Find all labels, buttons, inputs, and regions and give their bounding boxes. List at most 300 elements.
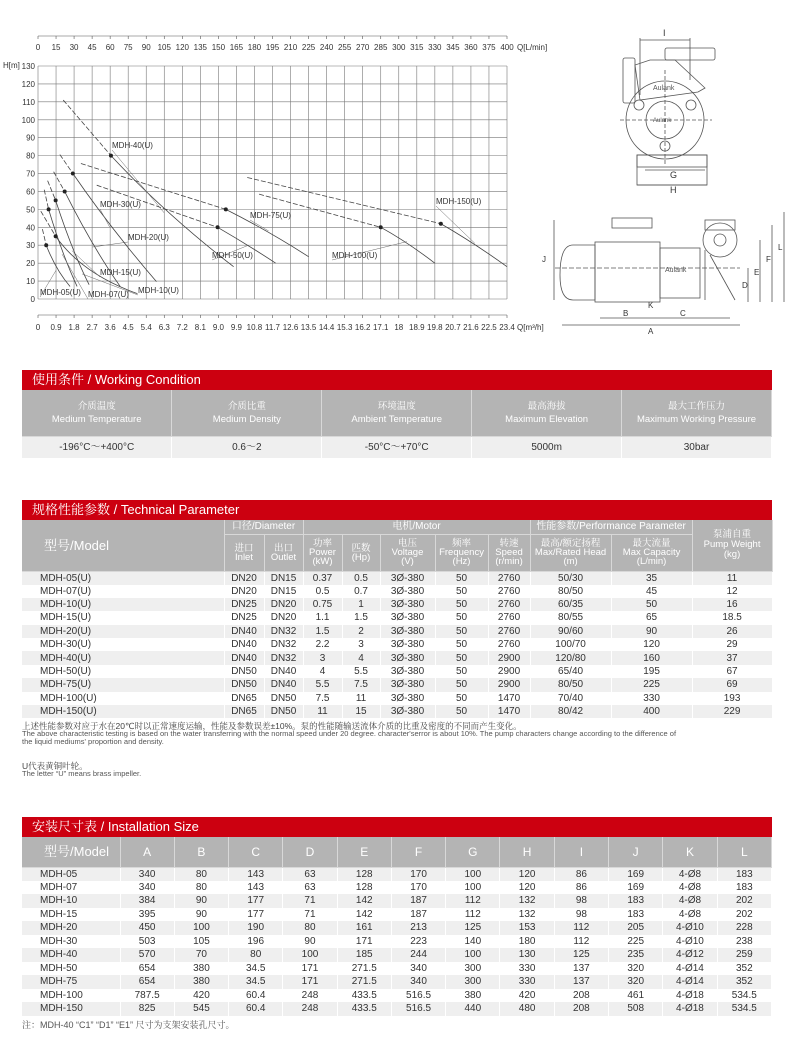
x-axis-tick-label: 23.4 [499, 323, 515, 332]
cell: 125 [554, 948, 608, 962]
cell: 112 [554, 935, 608, 949]
x-axis-tick-label: 1.8 [68, 323, 80, 332]
pump-weight-header: 泵浦自重 Pump Weight (kg) [692, 520, 772, 571]
x-axis-tick-label: 9.0 [212, 323, 224, 332]
rated-point [44, 243, 48, 247]
cell: 508 [609, 1002, 663, 1016]
cell: 4-Ø14 [663, 962, 717, 976]
cell: 5.5 [342, 665, 380, 678]
series-label: MDH-75(U) [250, 211, 291, 220]
dim-label-c: C [680, 309, 686, 318]
cell: 65 [611, 611, 692, 624]
x-axis-tick-label: 5.4 [140, 323, 152, 332]
cell: 143 [229, 881, 283, 895]
cell: 4 [342, 651, 380, 664]
cell: 80/50 [530, 585, 611, 598]
cell: 80/42 [530, 705, 611, 718]
top-axis-tick-label: 180 [247, 43, 262, 52]
cell: 1470 [488, 692, 530, 705]
cell: 1.5 [303, 625, 342, 638]
cell: 65/40 [530, 665, 611, 678]
cell: 0.5 [303, 585, 342, 598]
top-axis-tick-label: 315 [410, 43, 424, 52]
cell: DN20 [264, 611, 303, 624]
working-condition-table [22, 390, 772, 458]
cell: 320 [609, 962, 663, 976]
cell: 153 [500, 921, 554, 935]
cell: 29 [692, 638, 772, 651]
series-label: MDH-10(U) [138, 286, 179, 295]
table-row [22, 638, 772, 651]
cell: 2760 [488, 638, 530, 651]
working-condition-section [22, 370, 772, 458]
cell: 183 [717, 867, 771, 881]
y-axis-tick-label: 120 [21, 79, 35, 89]
cell: 112 [554, 921, 608, 935]
column-header: 型号/Model [22, 837, 120, 867]
label-leader-line [72, 251, 100, 277]
rated-point [439, 222, 443, 226]
cell: 213 [391, 921, 445, 935]
cell: 225 [609, 935, 663, 949]
cell: 63 [283, 881, 337, 895]
table-row [22, 692, 772, 705]
rated-point [379, 225, 383, 229]
cell: 271.5 [337, 962, 391, 976]
cell: 208 [554, 1002, 608, 1016]
cell: 187 [391, 894, 445, 908]
cell: DN32 [264, 625, 303, 638]
cell: 90/60 [530, 625, 611, 638]
performance-curve-dashed [44, 190, 48, 210]
column-header: F [391, 837, 445, 867]
label-leader-line [100, 209, 110, 227]
cell: 160 [611, 651, 692, 664]
table-row [22, 894, 772, 908]
table-row [22, 665, 772, 678]
cell: 400 [611, 705, 692, 718]
cell: 11 [692, 571, 772, 585]
cell: 132 [500, 894, 554, 908]
model-header: 型号/Model [22, 520, 224, 571]
performance-curve-dashed [42, 229, 46, 245]
cell: 50 [435, 598, 488, 611]
diameter-group-header: 口径/Diameter [224, 520, 303, 534]
motor-group-header: 电机/Motor [303, 520, 530, 534]
top-axis-tick-label: 330 [428, 43, 442, 52]
cell: 248 [283, 1002, 337, 1016]
cell: 105 [174, 935, 228, 949]
model-cell: MDH-50 [22, 962, 120, 976]
x-axis-tick-label: 20.7 [445, 323, 461, 332]
sub-header: 出口 Outlet [264, 534, 303, 571]
cell: 340 [391, 975, 445, 989]
cell: 380 [174, 975, 228, 989]
cell: 3Ø-380 [380, 665, 435, 678]
series-label: MDH-40(U) [112, 141, 153, 150]
cell: DN50 [264, 705, 303, 718]
y-axis-tick-label: 50 [26, 205, 35, 215]
cell: DN20 [224, 585, 264, 598]
column-header: A [120, 837, 174, 867]
cell: 90 [174, 894, 228, 908]
performance-curve-dashed [63, 100, 111, 156]
cell: 2900 [488, 678, 530, 691]
cell: 654 [120, 962, 174, 976]
table-row [22, 651, 772, 664]
note-en: The above characteristic testing is based on the water transferring with the normal speed under 20 degree. character'serror is about 10%. The pump characters change according to the difference of the liquid mediums' proportion and density. [22, 729, 677, 746]
series-label: MDH-07(U) [88, 290, 129, 299]
dim-label-l: L [778, 243, 783, 252]
note-zh: 上述性能参数对应于水在20℃时以正常速度运输，性能及参数误差±10%。泵的性能随输送流体介质的比重及密度的不同而产生变化。 [22, 721, 522, 731]
model-cell: MDH-30(U) [22, 638, 224, 651]
cell: 461 [609, 989, 663, 1003]
cell: 545 [174, 1002, 228, 1016]
model-cell: MDH-10 [22, 894, 120, 908]
cell: 16 [692, 598, 772, 611]
cell: 7.5 [303, 692, 342, 705]
cell: 37 [692, 651, 772, 664]
cell: 180 [500, 935, 554, 949]
cell: 190 [229, 921, 283, 935]
table-row [22, 881, 772, 895]
sub-header: 匹数 (Hp) [342, 534, 380, 571]
cell: DN25 [224, 598, 264, 611]
table-row [22, 962, 772, 976]
cell: 433.5 [337, 989, 391, 1003]
cell: 69 [692, 678, 772, 691]
cell: 1.5 [342, 611, 380, 624]
table-row [22, 571, 772, 585]
cell: DN65 [224, 692, 264, 705]
cell: 2760 [488, 625, 530, 638]
cell: 35 [611, 571, 692, 585]
cell: 450 [120, 921, 174, 935]
cell: 4-Ø10 [663, 921, 717, 935]
cell: 80 [174, 881, 228, 895]
logo-text: Aulank [665, 267, 687, 274]
cell: 50 [611, 598, 692, 611]
model-cell: MDH-100 [22, 989, 120, 1003]
cell: 3Ø-380 [380, 598, 435, 611]
rated-point [54, 198, 58, 202]
model-cell: MDH-05 [22, 867, 120, 881]
cell: 170 [391, 867, 445, 881]
cell: 50 [435, 705, 488, 718]
cell: 480 [500, 1002, 554, 1016]
table-row [22, 989, 772, 1003]
model-cell: MDH-20(U) [22, 625, 224, 638]
cell: 0.37 [303, 571, 342, 585]
cell: 112 [446, 908, 500, 922]
x-axis-tick-label: 17.1 [372, 323, 389, 332]
series-label: MDH-20(U) [128, 233, 169, 242]
cell: 1.1 [303, 611, 342, 624]
table-row [22, 975, 772, 989]
top-axis-tick-label: 45 [87, 43, 97, 52]
y-axis-tick-label: 110 [22, 97, 35, 107]
cell: 50 [435, 611, 488, 624]
cell: 516.5 [391, 989, 445, 1003]
column-header: C [229, 837, 283, 867]
table-row [22, 935, 772, 949]
cell: 3Ø-380 [380, 625, 435, 638]
cell: 140 [446, 935, 500, 949]
x-axis-tick-label: 3.6 [104, 323, 116, 332]
condition-value: -196°C～+400°C [22, 436, 172, 458]
model-cell: MDH-15 [22, 908, 120, 922]
table-row [22, 908, 772, 922]
cell: DN32 [264, 638, 303, 651]
front-view-drawing [620, 28, 715, 195]
cell: 225 [611, 678, 692, 691]
cell: 1 [342, 598, 380, 611]
cell: 330 [500, 975, 554, 989]
cell: 90 [283, 935, 337, 949]
cell: 171 [283, 975, 337, 989]
top-axis-tick-label: 105 [157, 43, 171, 52]
cell: 67 [692, 665, 772, 678]
cell: 4-Ø8 [663, 908, 717, 922]
top-axis-tick-label: 150 [211, 43, 226, 52]
y-axis-label: H[m] [3, 61, 20, 70]
cell: 4 [303, 665, 342, 678]
cell: 177 [229, 894, 283, 908]
cell: 80 [229, 948, 283, 962]
cell: 352 [717, 962, 771, 976]
cell: DN25 [224, 611, 264, 624]
cell: 195 [611, 665, 692, 678]
x-axis-tick-label: 9.9 [230, 323, 242, 332]
top-axis-tick-label: 375 [482, 43, 496, 52]
cell: 60/35 [530, 598, 611, 611]
x-axis-tick-label: 19.8 [427, 323, 443, 332]
top-axis-tick-label: 60 [105, 43, 115, 52]
cell: 2900 [488, 651, 530, 664]
x-axis-tick-label: 15.3 [336, 323, 353, 332]
cell: 128 [337, 867, 391, 881]
top-axis-tick-label: 195 [265, 43, 280, 52]
model-cell: MDH-30 [22, 935, 120, 949]
cell: 169 [609, 867, 663, 881]
cell: 2.2 [303, 638, 342, 651]
top-axis-tick-label: 210 [283, 43, 298, 52]
cell: DN40 [224, 625, 264, 638]
table-row [22, 611, 772, 624]
sub-header: 最大流量 Max Capacity (L/min) [611, 534, 692, 571]
installation-note: 注：MDH-40 “C1” “D1” “E1” 尺寸为支架安装孔尺寸。 [22, 1020, 235, 1030]
top-axis-tick-label: 300 [392, 43, 406, 52]
model-cell: MDH-15(U) [22, 611, 224, 624]
series-label: MDH-150(U) [436, 197, 482, 206]
condition-value: 30bar [622, 436, 772, 458]
x-axis-tick-label: 8.1 [194, 323, 206, 332]
cell: 196 [229, 935, 283, 949]
dim-label-a: A [648, 327, 654, 336]
cell: 238 [717, 935, 771, 949]
x-axis-tick-label: 10.8 [246, 323, 263, 332]
performance-curve-dashed [60, 155, 73, 174]
condition-value: 5000m [472, 436, 622, 458]
cell: 340 [391, 962, 445, 976]
cell: 169 [609, 881, 663, 895]
cell: 171 [337, 935, 391, 949]
rated-point [47, 207, 51, 211]
x-axis-tick-label: 14.4 [318, 323, 335, 332]
cell: 11 [342, 692, 380, 705]
x-axis-tick-label: 16.2 [354, 323, 371, 332]
column-header: G [446, 837, 500, 867]
table-row [22, 585, 772, 598]
cell: 2760 [488, 611, 530, 624]
dim-label-k: K [648, 301, 654, 310]
series-label: MDH-05(U) [40, 288, 81, 297]
cell: 45 [611, 585, 692, 598]
condition-header: 介质比重 Medium Density [172, 390, 322, 436]
dim-label-f: F [766, 255, 771, 264]
cell: 183 [609, 908, 663, 922]
table-row [22, 1002, 772, 1016]
cell: 60.4 [229, 1002, 283, 1016]
column-header: K [663, 837, 717, 867]
cell: 98 [554, 894, 608, 908]
model-cell: MDH-150 [22, 1002, 120, 1016]
cell: 3 [342, 638, 380, 651]
y-axis-tick-label: 80 [26, 151, 35, 161]
cell: 4-Ø10 [663, 935, 717, 949]
x-axis-tick-label: 12.6 [282, 323, 299, 332]
performance-group-header: 性能参数/Performance Parameter [530, 520, 692, 534]
y-axis-tick-label: 100 [21, 115, 35, 125]
cell: 3Ø-380 [380, 705, 435, 718]
cell: 420 [174, 989, 228, 1003]
performance-chart [0, 0, 580, 345]
x-axis-tick-label: 7.2 [176, 323, 188, 332]
cell: 259 [717, 948, 771, 962]
condition-value: -50°C～+70°C [322, 436, 472, 458]
cell: 185 [337, 948, 391, 962]
sub-header: 频率 Frequency (Hz) [435, 534, 488, 571]
column-header: B [174, 837, 228, 867]
cell: 193 [692, 692, 772, 705]
x-axis-tick-label: 22.5 [481, 323, 497, 332]
top-axis-tick-label: 225 [301, 43, 316, 52]
column-header: L [717, 837, 771, 867]
cell: 4-Ø18 [663, 989, 717, 1003]
cell: 228 [717, 921, 771, 935]
cell: 137 [554, 962, 608, 976]
cell: 2760 [488, 571, 530, 585]
logo-text: Aulank [653, 118, 672, 124]
cell: 3Ø-380 [380, 678, 435, 691]
cell: 120 [611, 638, 692, 651]
condition-header: 环境温度 Ambient Temperature [322, 390, 472, 436]
cell: 271.5 [337, 975, 391, 989]
technical-parameter-table [22, 520, 773, 718]
cell: 187 [391, 908, 445, 922]
condition-header: 最大工作压力 Maximum Working Pressure [622, 390, 772, 436]
cell: 12 [692, 585, 772, 598]
sub-header: 转速 Speed (r/min) [488, 534, 530, 571]
series-label: MDH-30(U) [100, 200, 141, 209]
sub-header: 进口 Inlet [224, 534, 264, 571]
dim-label-j: J [542, 255, 546, 264]
installation-size-section [22, 817, 772, 1016]
cell: 100/70 [530, 638, 611, 651]
x-axis-tick-label: 18 [394, 323, 404, 332]
cell: 170 [391, 881, 445, 895]
cell: 90 [611, 625, 692, 638]
installation-size-table [22, 837, 772, 1016]
rated-point [71, 172, 75, 176]
series-label: MDH-100(U) [332, 251, 378, 260]
cell: 183 [717, 881, 771, 895]
rated-point [224, 207, 228, 211]
cell: 63 [283, 867, 337, 881]
cell: 100 [174, 921, 228, 935]
table-row [22, 867, 772, 881]
x-axis-label: Q[m³/h] [517, 323, 544, 332]
cell: DN20 [224, 571, 264, 585]
cell: 80/50 [530, 678, 611, 691]
x-axis-tick-label: 21.6 [463, 323, 479, 332]
cell: 825 [120, 1002, 174, 1016]
cell: 440 [446, 1002, 500, 1016]
cell: 380 [174, 962, 228, 976]
cell: 2760 [488, 598, 530, 611]
top-axis-tick-label: 360 [464, 43, 478, 52]
cell: 202 [717, 894, 771, 908]
performance-curve-dashed [48, 181, 56, 201]
model-cell: MDH-07(U) [22, 585, 224, 598]
table-row [22, 678, 772, 691]
cell: 208 [554, 989, 608, 1003]
dim-label-b: B [623, 309, 629, 318]
cell: DN40 [264, 678, 303, 691]
rated-point [63, 189, 67, 193]
cell: 60.4 [229, 989, 283, 1003]
model-cell: MDH-10(U) [22, 598, 224, 611]
cell: 100 [446, 948, 500, 962]
cell: 50 [435, 665, 488, 678]
u-note-en: The letter “U” means brass impeller. [22, 769, 142, 778]
column-header: D [283, 837, 337, 867]
cell: 654 [120, 975, 174, 989]
cell: 50 [435, 678, 488, 691]
cell: 90 [174, 908, 228, 922]
cell: 205 [609, 921, 663, 935]
cell: 50 [435, 651, 488, 664]
cell: 4-Ø8 [663, 881, 717, 895]
table-row [22, 705, 772, 718]
cell: 380 [446, 989, 500, 1003]
cell: 0.75 [303, 598, 342, 611]
cell: 2760 [488, 585, 530, 598]
x-axis-tick-label: 0 [35, 323, 41, 332]
cell: 4-Ø12 [663, 948, 717, 962]
y-axis-tick-label: 40 [26, 223, 35, 233]
cell: 340 [120, 867, 174, 881]
cell: 26 [692, 625, 772, 638]
top-axis-tick-label: 30 [69, 43, 79, 52]
cell: 100 [283, 948, 337, 962]
series-label: MDH-50(U) [212, 251, 253, 260]
x-axis-tick-label: 2.7 [86, 323, 98, 332]
cell: 142 [337, 894, 391, 908]
cell: 300 [446, 975, 500, 989]
cell: 34.5 [229, 975, 283, 989]
cell: 320 [609, 975, 663, 989]
